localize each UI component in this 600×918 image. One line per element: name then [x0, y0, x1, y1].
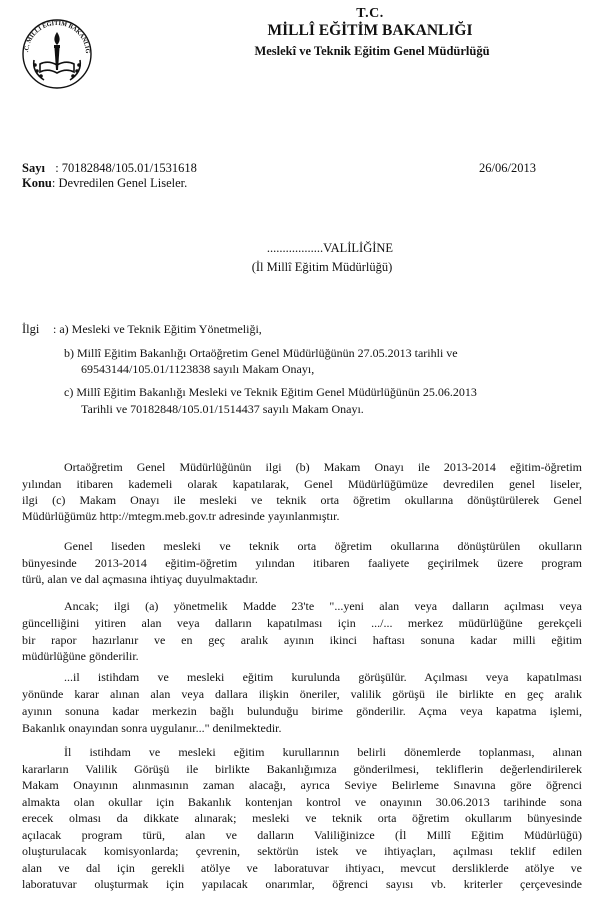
paragraph-1-line: ilgi (c) Makam Onayı ile mesleki ve teknik orta öğretim okullarına dönüştürülerek Genel — [22, 493, 582, 507]
sayi-value: : 70182848/105.01/1531618 — [55, 161, 197, 175]
paragraph-3-line: güncelliğini yitiren alan veya dalların kapatılması için .../... merkez müdürlüğüne gerekçeli — [22, 616, 582, 630]
paragraph-2-line: bünyesinde 2013-2014 eğitim-öğretim yılından itibaren faaliyete geçirilmek üzere program — [22, 556, 582, 570]
paragraph-4-line: Bakanlık onayından sonra uygulanır..." denilmektedir. — [22, 721, 282, 735]
sayi-label: Sayı — [22, 161, 45, 175]
emblem-lettering: .C. MİLLÎ EĞİTİM BAKANLIĞ — [23, 19, 92, 54]
paragraph-3-line: bir rapor hazırlanır ve en geç aralık ayının ikinci haftası sonuna kadar milli eğitim — [22, 633, 582, 647]
ilgi-item-a: : a) Mesleki ve Teknik Eğitim Yönetmeliği, — [53, 322, 262, 336]
addressee-subline: (İl Millî Eğitim Müdürlüğü) — [251, 260, 393, 274]
paragraph-4-line: ayının sonuna kadar merkezin bağlı bulunduğu birime gönderilir. Açma veya kapatma işlemi, — [22, 704, 582, 718]
paragraph-5-line: açılacak program türü, alan ve dalların Valiliğinizce (İl Millî Eğitim Müdürlüğü) — [22, 828, 582, 842]
konu-label: Konu — [22, 176, 52, 190]
paragraph-4-line: yönünde karar alınan alan veya dallara ilişkin öneriler, valilik görüşü ile birlikte en geç aralık — [22, 687, 582, 701]
paragraph-5-line: erecek olması da dikkate alınarak; mesleki ve teknik orta öğretim okullarım bünyesinde — [22, 811, 582, 825]
ilgi-item-c: c) Millî Eğitim Bakanlığı Mesleki ve Teknik Eğitim Genel Müdürlüğünün 25.06.2013 — [64, 385, 477, 399]
paragraph-5-line: oluşturulacak komisyonlarda; çevrenin, sektörün istek ve ihtiyaçları, açılması teklif edilen — [22, 844, 582, 858]
paragraph-1-line: Müdürlüğümüz http://mtegm.meb.gov.tr adresinde yayınlanmıştır. — [22, 509, 340, 523]
paragraph-5-line: Makam Onayının alınmasının zaman alacağı, ayrıca Seviye Belirleme Sınavına göre öğrenci — [22, 778, 582, 792]
ministry-name: MİLLÎ EĞİTİM BAKANLIĞI — [267, 22, 473, 39]
ilgi-label: İlgi — [22, 322, 40, 336]
paragraph-1-line: Ortaöğretim Genel Müdürlüğünün ilgi (b) Makam Onayı ile 2013-2014 eğitim-öğretim — [64, 460, 582, 474]
state-abbreviation: T.C. — [356, 6, 384, 21]
sayi-line — [22, 161, 197, 176]
paragraph-2-line: Genel liseden mesleki ve teknik orta öğretim okullarına dönüştürülen okulların — [64, 539, 582, 553]
paragraph-3-line: müdürlüğüne gönderilir. — [22, 649, 139, 663]
ilgi-item-b: b) Millî Eğitim Bakanlığı Ortaöğretim Genel Müdürlüğünün 27.05.2013 tarihli ve — [64, 346, 458, 360]
paragraph-5-line: İl istihdam ve mesleki eğitim kurullarının belirli dönemlerde toplanması, alınan — [64, 745, 582, 759]
paragraph-1-line: yılından itibaren kademeli olarak kapatılarak, Genel Müdürlüğümüze devredilen genel liseler, — [22, 477, 582, 491]
paragraph-5-line: alan ve dal için gerekli atölye ve laboratuvar ihtiyacı, mevcut dersliklerde atölye ve — [22, 861, 582, 875]
paragraph-5-line: kararların Valilik Görüşü ile birlikte Bakanlığımıza gönderilmesi, tekliflerin değerlendirilerek — [22, 762, 582, 776]
paragraph-3-line: Ancak; ilgi (a) yönetmelik Madde 23'te "...yeni alan veya dalların açılması veya — [64, 599, 582, 613]
paragraph-2-line: türü, alan ve dal açmasına ihtiyaç duyulmaktadır. — [22, 572, 258, 586]
ilgi-item-b-cont: 69543144/105.01/1123838 sayılı Makam Onayı, — [81, 362, 315, 376]
paragraph-5-line: laboratuvar oluşturmak için yapılacak onarımlar, öğrenci sayısı vb. kriterler çerçevesinde — [22, 877, 582, 891]
letter-date: 26/06/2013 — [479, 161, 536, 175]
konu-line — [22, 176, 187, 191]
directorate-name: Meslekî ve Teknik Eğitim Genel Müdürlüğü — [254, 44, 490, 58]
paragraph-4-line: ...il istihdam ve mesleki eğitim kurulunda görüşülür. Açılması veya kapatılması — [64, 670, 582, 684]
ilgi-item-c-cont: Tarihli ve 70182848/105.01/1514437 sayılı Makam Onayı. — [81, 402, 364, 416]
konu-value: : Devredilen Genel Liseler. — [51, 176, 188, 190]
paragraph-5-line: almakta olan okullar için Bakanlık kontenjan kontrol ve onayının 30.06.2013 tarihinde sona — [22, 795, 582, 809]
addressee-line: ..................VALİLİĞİNE — [266, 241, 394, 255]
